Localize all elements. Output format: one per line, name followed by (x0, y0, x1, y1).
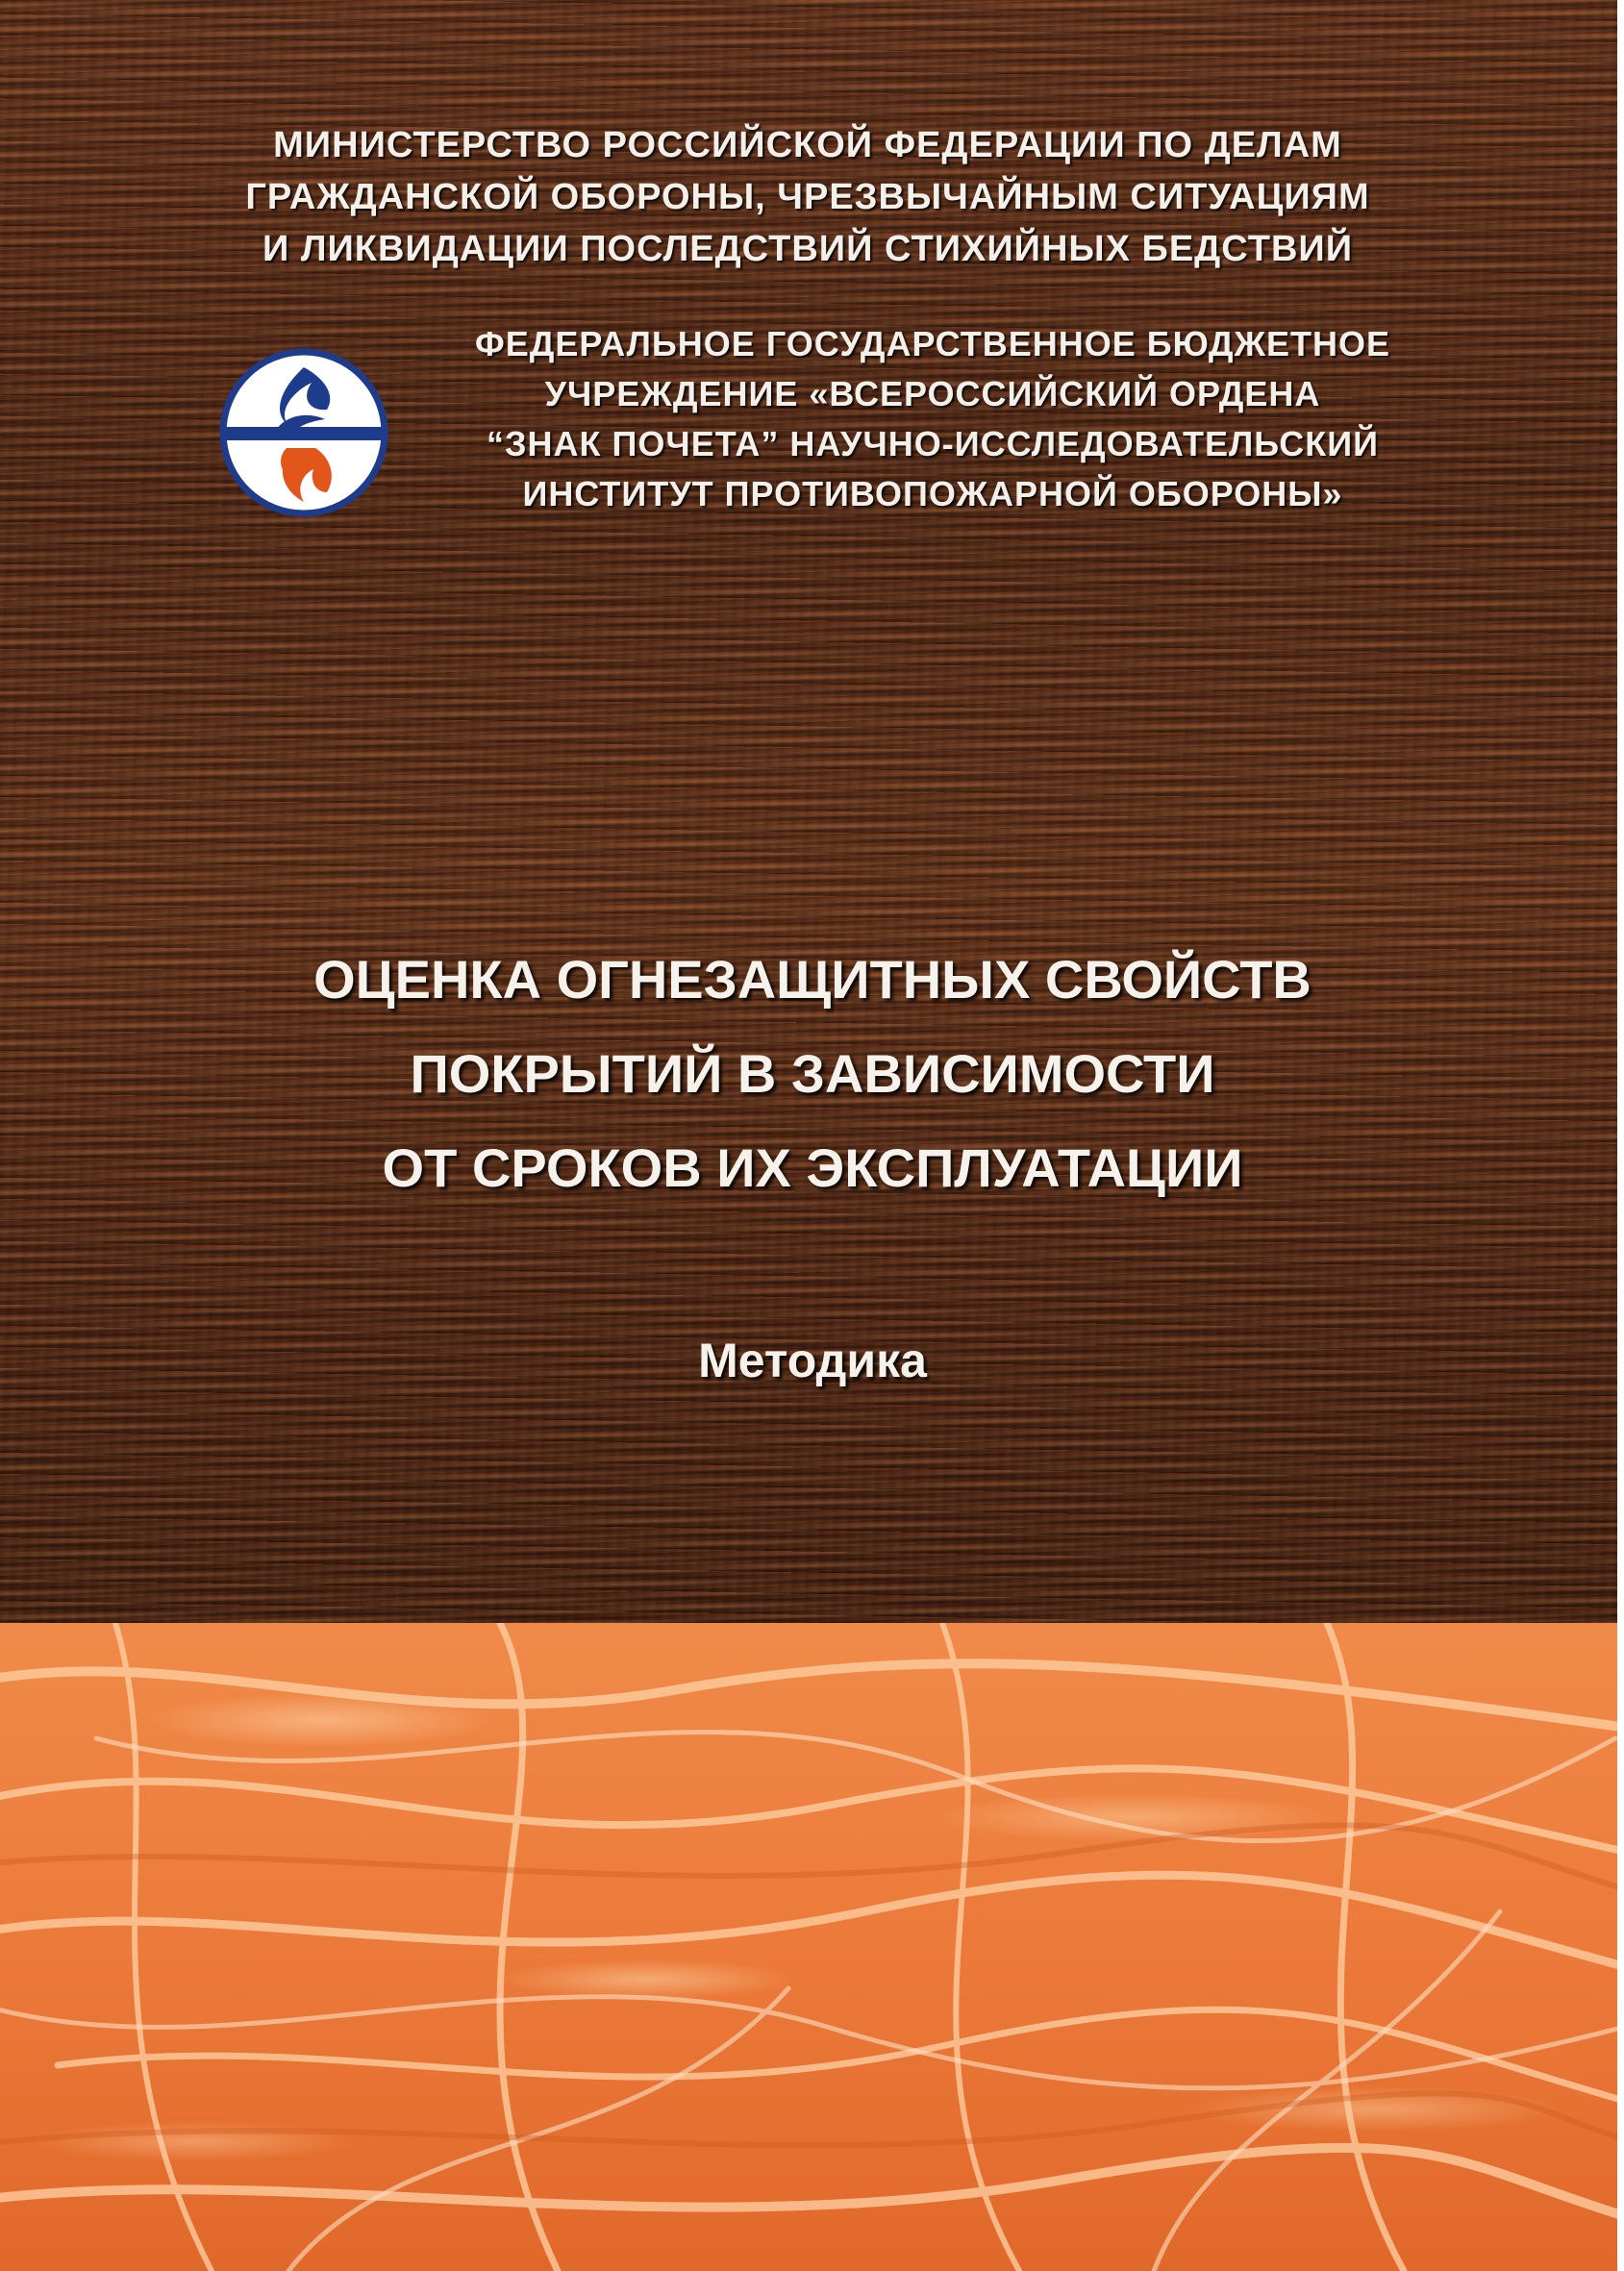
document-subtitle: Методика (698, 1334, 927, 1387)
flame-emblem-icon (219, 348, 388, 517)
institute-line: ФЕДЕРАЛЬНОЕ ГОСУДАРСТВЕННОЕ БЮДЖЕТНОЕ (474, 324, 1391, 363)
ministry-line: МИНИСТЕРСТВО РОССИЙСКОЙ ФЕДЕРАЦИИ ПО ДЕЛАМ (273, 125, 1342, 165)
page-edge (1617, 0, 1624, 2271)
institute-line: УЧРЕЖДЕНИЕ «ВСЕРОССИЙСКИЙ ОРДЕНА (544, 374, 1321, 413)
straw-strands (0, 1623, 1617, 2271)
document-title (192, 933, 1433, 1215)
straw-texture-background (0, 1623, 1617, 2271)
ministry-heading (173, 119, 1442, 275)
ministry-line: ГРАЖДАНСКОЙ ОБОРОНЫ, ЧРЕЗВЫЧАЙНЫМ СИТУАЦИЯМ (245, 177, 1370, 217)
institute-line: ИНСТИТУТ ПРОТИВОПОЖАРНОЙ ОБОРОНЫ» (522, 474, 1343, 513)
title-line: ОЦЕНКА ОГНЕЗАЩИТНЫХ СВОЙСТВ (313, 949, 1312, 1010)
institute-line: “ЗНАК ПОЧЕТА” НАУЧНО-ИССЛЕДОВАТЕЛЬСКИЙ (487, 424, 1379, 463)
title-line: ОТ СРОКОВ ИХ ЭКСПЛУАТАЦИИ (382, 1137, 1243, 1198)
title-line: ПОКРЫТИЙ В ЗАВИСИМОСТИ (410, 1043, 1215, 1104)
ministry-line: И ЛИКВИДАЦИИ ПОСЛЕДСТВИЙ СТИХИЙНЫХ БЕДСТВИЙ (262, 229, 1354, 269)
institute-heading (413, 319, 1452, 519)
